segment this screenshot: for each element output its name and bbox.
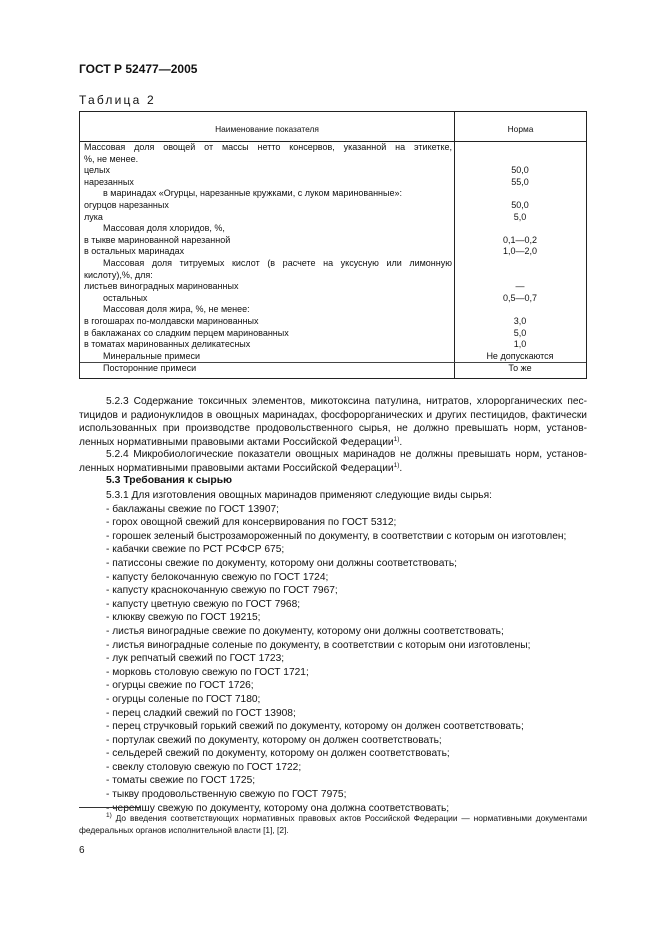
table-row [80,142,586,154]
list-item: - сельдерей свежий по документу, которому он должен соответствовать; [106,748,450,760]
row-name: Массовая доля овощей от массы нетто консервов, указанной на этикетке, [84,142,452,152]
table-row [80,246,586,258]
table-row [80,328,586,340]
row-name: листьев виноградных маринованных [84,281,239,292]
list-item: - морковь столовую свежую по ГОСТ 1721; [106,666,309,678]
list-item: - патиссоны свежие по документу, которому они должны соответствовать; [106,557,457,569]
row-name: в гогошарах по-молдавски маринованных [84,316,259,326]
list-item: - клюкву свежую по ГОСТ 19215; [106,612,261,624]
table-row [80,165,586,177]
list-item: - баклажаны свежие по ГОСТ 13907; [106,503,279,515]
list-item: - кабачки свежие по РСТ РСФСР 675; [106,544,285,556]
clause-line: 5.2.3 Содержание токсичных элементов, микотоксина патулина, нитратов, хлорорганических пес- [106,396,587,407]
row-norm: Не допускаются [486,350,554,361]
list-item: 5.3.1 Для изготовления овощных маринадов применяют следующие виды сырья: [106,490,492,501]
row-name: нарезанных [84,176,134,187]
table-row [80,223,586,235]
row-norm: 1,0 [513,339,527,350]
row-name: Массовая доля хлоридов, %, [103,223,225,234]
list-item: - горох овощной свежий для консервирования по ГОСТ 5312; [106,517,397,529]
clause-last-line [79,462,587,476]
section-heading: 5.3 Требования к сырью [106,475,233,486]
list-item: - огурцы свежие по ГОСТ 1726; [106,680,254,692]
list-item: - капусту краснокочанную свежую по ГОСТ 7967; [106,585,338,597]
row-name: в томатах маринованных деликатесных [84,339,251,350]
table-row [80,363,586,375]
footnote-separator [79,807,141,808]
footnote-text: До введения соответствующих нормативных правовых актов Российской Федерации — нормативными документами федеральных органов исполнительной власти [1], [2]. [79,813,588,835]
row-norm: 55,0 [511,176,529,187]
row-name: Массовая доля титруемых кислот (в расчете на уксусную или лимонную [103,258,452,268]
row-name: Массовая доля жира, %, не менее: [103,304,250,315]
table-row [80,154,586,166]
table-row [80,235,586,247]
list-item: - огурцы соленые по ГОСТ 7180; [106,693,261,705]
row-name: %, не менее. [84,153,139,164]
row-name: в маринадах «Огурцы, нарезанные кружками, с луком маринованные»: [103,188,403,199]
table-row [80,293,586,305]
table-row [80,281,586,293]
row-name: в остальных маринадах [84,246,185,257]
row-name: в тыкве маринованной нарезанной [84,234,231,245]
clause-line: 5.2.4 Микробиологические показатели овощных маринадов не должны превышать норм, установ- [106,449,587,460]
page-number: 6 [79,845,85,856]
row-name: кислоту),%, для: [84,269,153,280]
list-item: - капусту белокочанную свежую по ГОСТ 1724; [106,571,329,583]
clause-line: использованных при производстве продовольственного сырья, не должно превышать норм, установ- [79,423,587,435]
clause-5-2-3 [79,395,587,449]
row-name: Минеральные примеси [103,350,201,361]
footnote-ref: 1) [393,461,400,469]
row-name: остальных [103,292,148,303]
footnote [79,813,587,836]
table-row [80,339,586,351]
row-norm: То же [508,363,532,374]
table-row [80,270,586,282]
table-row [80,316,586,328]
document-code: ГОСТ Р 52477—2005 [79,62,198,76]
table-row [80,304,586,316]
row-norm: — [515,281,525,292]
list-item: - свеклу столовую свежую по ГОСТ 1722; [106,761,302,773]
header-indicator-name: Наименование показателя [215,124,319,134]
row-name: в баклажанах со сладким перцем маринованных [84,327,289,338]
table-row [80,177,586,189]
row-norm: 3,0 [513,316,527,326]
row-norm: 50,0 [511,200,529,210]
table-row [80,212,586,224]
row-name: огурцов нарезанных [84,200,169,210]
row-name: лука [84,211,103,222]
list-item: - перец стручковый горький свежий по документу, которому он должен соответствовать; [106,721,524,733]
indicators-table [79,111,587,379]
list-item: - черемшу свежую по документу, которому она должна соответствовать; [106,802,450,814]
row-norm: 0,1—0,2 [502,234,538,245]
clause-5-2-4 [79,448,587,475]
row-norm: 5,0 [513,211,527,222]
clause-end: . [399,462,403,474]
list-item: - листья виноградные свежие по документу, которому они должны соответствовать; [106,625,504,637]
header-norm: Норма [507,124,534,134]
raw-materials-list [106,489,586,815]
row-norm: 5,0 [513,327,527,338]
footnote-ref: 1) [393,435,400,443]
clause-line: тицидов и радионуклидов в овощных маринадах, фосфорорганических и других пестицидов, фактически [79,409,587,421]
table-caption: Таблица 2 [79,93,156,107]
row-name: Посторонние примеси [103,363,197,374]
clause-line: ленных нормативными правовыми актами Российской Федерации [79,462,394,474]
list-item: - томаты свежие по ГОСТ 1725; [106,775,256,787]
table-row [80,258,586,270]
table-row [80,351,586,364]
row-norm: 50,0 [511,165,529,176]
clause-line: ленных нормативными правовыми актами Российской Федерации [79,436,394,448]
clause-end: . [399,436,403,448]
list-item: - портулак свежий по документу, которому он должен соответствовать; [106,734,442,746]
row-norm: 0,5—0,7 [502,292,538,303]
list-item: - листья виноградные соленые по документу, в соответствии с которым они изготовлены; [106,639,531,651]
table-row [80,188,586,200]
row-norm: 1,0—2,0 [502,246,538,257]
row-name: целых [84,165,110,176]
list-item: - горошек зеленый быстрозамороженный по документу, в соответствии с которым он изготовлен; [106,530,567,542]
footnote-mark: 1) [106,812,112,819]
list-item: - перец сладкий свежий по ГОСТ 13908; [106,707,296,719]
list-item: - лук репчатый свежий по ГОСТ 1723; [106,653,285,665]
list-item: - капусту цветную свежую по ГОСТ 7968; [106,598,301,610]
table-row [80,200,586,212]
list-item: - тыкву продовольственную свежую по ГОСТ 7975; [106,789,347,801]
